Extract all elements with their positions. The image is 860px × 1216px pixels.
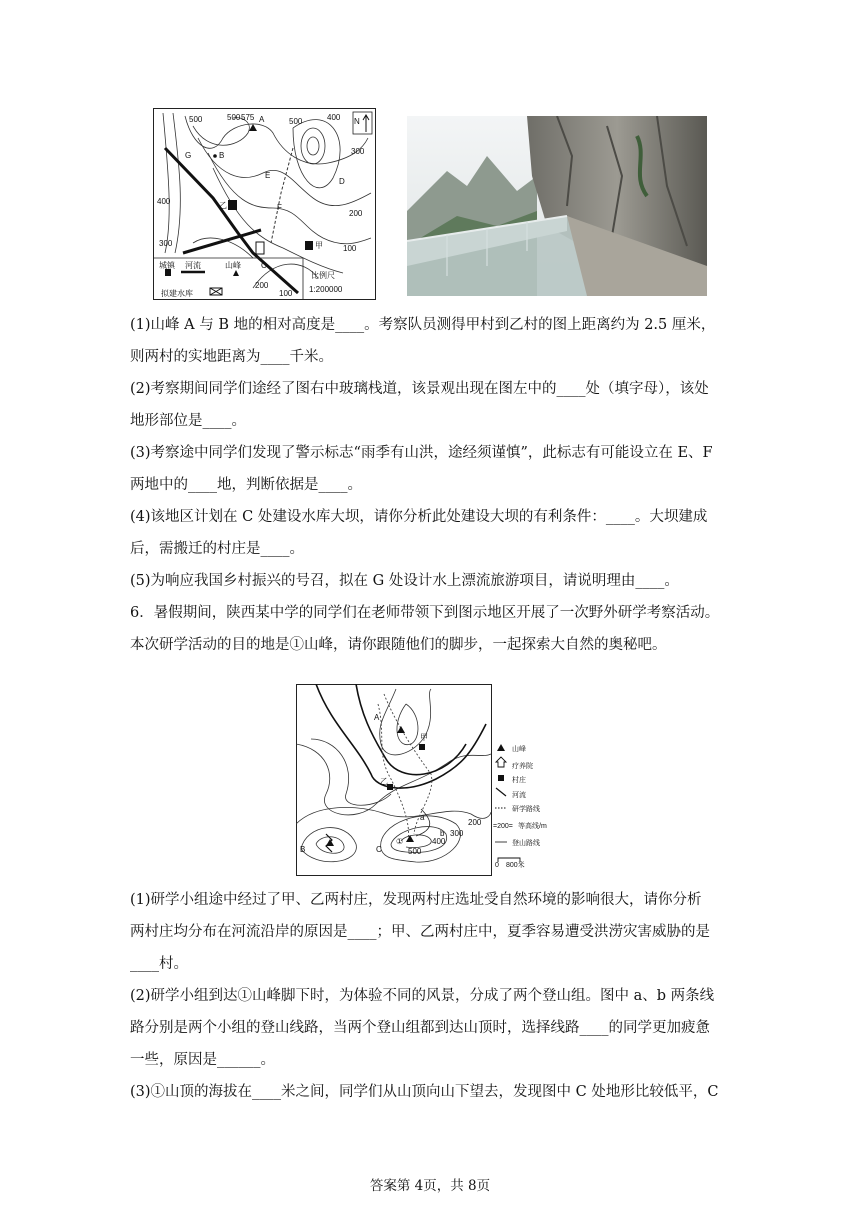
- map2-peak-label: ①: [396, 837, 404, 846]
- map2-point-label: 乙: [380, 777, 388, 786]
- topographic-map-1: [153, 108, 376, 300]
- text-line: (3)考察途中同学们发现了警示标志“雨季有山洪，途经须谨慎”，此标志有可能设立在 E、F: [130, 445, 713, 461]
- map1-contour: 200: [255, 281, 269, 290]
- topographic-map-2: [296, 684, 566, 876]
- text-line: 地形部位是____。: [130, 413, 246, 429]
- map2-legend-sanatorium: 疗养院: [512, 763, 533, 770]
- text-line: (5)为响应我国乡村振兴的号召，拟在 G 处设计水上漂流旅游项目，请说明理由____。: [130, 573, 679, 589]
- map1-legend-town: 城镇: [159, 261, 175, 270]
- page-footer: 答案第 4页，共 8页: [369, 1178, 491, 1194]
- map2-legend-peak: 山峰: [512, 746, 526, 753]
- map2-point-label: 甲: [420, 733, 428, 742]
- map1-legend-peak: 山峰: [225, 261, 241, 270]
- text-line: 路分别是两个小组的登山线路，当两个登山组都到达山顶时，选择线路____的同学更加疲惫: [130, 1020, 710, 1036]
- map1-north-label: N: [354, 117, 360, 126]
- map2-contour: 500: [408, 847, 422, 856]
- map2-legend-village: 村庄: [512, 777, 526, 784]
- map2-contour: 300: [450, 829, 464, 838]
- text-line: (3)①山顶的海拔在____米之间，同学们从山顶向山下望去，发现图中 C 处地形比较低平，C: [130, 1084, 719, 1100]
- text-line: (2)研学小组到达①山峰脚下时，为体验不同的风景，分成了两个登山组。图中 a、b 两条线: [130, 988, 715, 1004]
- map2-legend-contour: 等高线/m: [518, 823, 547, 830]
- map1-point-label: G: [185, 151, 192, 160]
- map2-point-label: A: [374, 713, 380, 722]
- text-line: 则两村的实地距离为____千米。: [130, 349, 333, 365]
- map1-point-label: A: [259, 115, 265, 124]
- text-line: ____村。: [130, 956, 188, 972]
- text-line: (1)研学小组途中经过了甲、乙两村庄，发现两村庄选址受自然环境的影响很大，请你分析: [130, 892, 702, 908]
- map1-legend-reservoir: 拟建水库: [161, 289, 193, 298]
- map1-contour: 400: [327, 113, 341, 122]
- map2-scale-length: 800米: [506, 862, 525, 869]
- map2-contour: 200: [468, 818, 482, 827]
- map1-contour: 400: [157, 197, 171, 206]
- text-line: (1)山峰 A 与 B 地的相对高度是____。考察队员测得甲村到乙村的图上距离约为 2.5 厘米，: [130, 317, 716, 333]
- map2-scale-zero: 0: [495, 862, 499, 869]
- text-line: (2)考察期间同学们途经了图右中玻璃栈道，该景观出现在图左中的____处（填字母），该处: [130, 381, 709, 397]
- map1-contour: 500: [289, 117, 303, 126]
- map1-contour: 100: [279, 289, 293, 298]
- text-line: 本次研学活动的目的地是①山峰，请你跟随他们的脚步，一起探索大自然的奥秘吧。: [130, 637, 667, 653]
- map2-route-label: b: [440, 829, 445, 838]
- map1-point-label: C: [261, 261, 267, 270]
- text-line: (4)该地区计划在 C 处建设水库大坝，请你分析此处建设大坝的有利条件：____。大坝建成: [130, 509, 708, 525]
- map2-legend-route: 研学路线: [512, 806, 540, 813]
- map1-point-label: F: [277, 203, 282, 212]
- map1-village-label: 甲: [315, 241, 323, 250]
- map2-contour: 400: [432, 837, 446, 846]
- map2-legend-river: 河流: [512, 792, 526, 799]
- map2-point-label: C: [376, 845, 382, 854]
- map1-contour: 300: [351, 147, 365, 156]
- map1-contour: 500: [227, 113, 241, 122]
- map2-route-label: a: [420, 813, 425, 822]
- map1-contour: 575: [241, 113, 255, 122]
- text-line: 两村庄均分布在河流沿岸的原因是____；甲、乙两村庄中，夏季容易遭受洪涝灾害威胁的是: [130, 924, 710, 940]
- text-line: 后，需搬迁的村庄是____。: [130, 541, 304, 557]
- map2-legend-climb: 登山路线: [512, 840, 540, 847]
- map1-contour: 500: [189, 115, 203, 124]
- glass-walkway-photo: [407, 116, 707, 296]
- text-line: 6．暑假期间，陕西某中学的同学们在老师带领下到图示地区开展了一次野外研学考察活动。: [130, 605, 720, 621]
- map1-scale-value: 1:200000: [309, 285, 343, 294]
- map1-contour: 200: [349, 209, 363, 218]
- text-line: 两地中的____地，判断依据是____。: [130, 477, 362, 493]
- question-block-1: [130, 309, 736, 661]
- map1-point-label: B: [219, 151, 225, 160]
- map2-legend-contour-mark: =200=: [493, 823, 513, 830]
- map1-contour: 300: [159, 239, 173, 248]
- map1-legend-river: 河流: [185, 261, 201, 270]
- map1-contour: 100: [343, 244, 357, 253]
- question-block-2: [130, 884, 736, 1108]
- map1-scale-title: 比例尺: [311, 271, 335, 280]
- map1-point-label: D: [339, 177, 345, 186]
- map2-point-label: B: [300, 845, 306, 854]
- text-line: 一些，原因是______。: [130, 1052, 275, 1068]
- map1-point-label: E: [265, 171, 271, 180]
- map1-village-label: 乙: [219, 201, 227, 210]
